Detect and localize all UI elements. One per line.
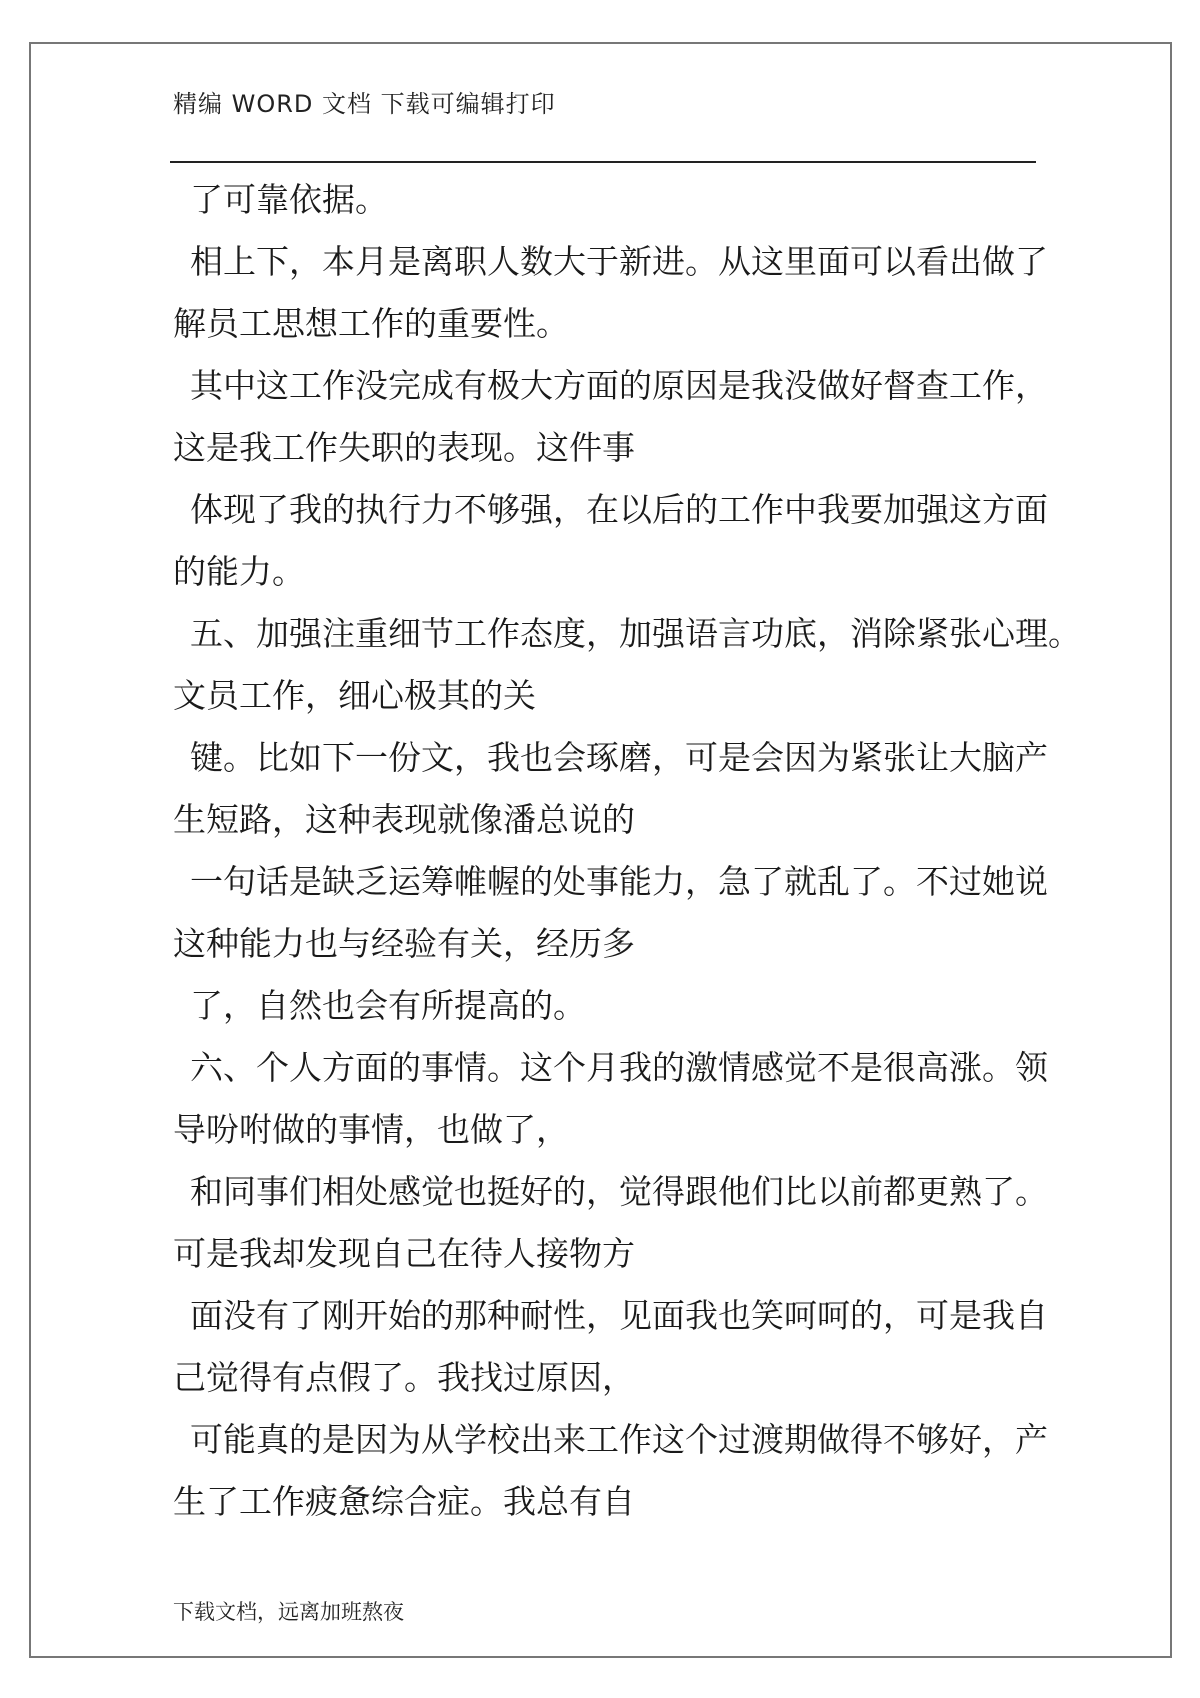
body-line: 的能力。 xyxy=(173,552,305,591)
body-line: 键。比如下一份文，我也会琢磨，可是会因为紧张让大脑产 xyxy=(190,738,1048,777)
body-line: 其中这工作没完成有极大方面的原因是我没做好督查工作， xyxy=(190,366,1048,405)
body-line: 导吩咐做的事情，也做了， xyxy=(173,1110,569,1149)
body-line: 这是我工作失职的表现。这件事 xyxy=(173,428,635,467)
body-line: 可能真的是因为从学校出来工作这个过渡期做得不够好，产 xyxy=(190,1420,1048,1459)
body-line: 和同事们相处感觉也挺好的，觉得跟他们比以前都更熟了。 xyxy=(190,1172,1048,1211)
body-line: 生短路，这种表现就像潘总说的 xyxy=(173,800,635,839)
body-line: 六、个人方面的事情。这个月我的激情感觉不是很高涨。领 xyxy=(190,1048,1048,1087)
body-line: 这种能力也与经验有关，经历多 xyxy=(173,924,635,963)
body-line: 解员工思想工作的重要性。 xyxy=(173,304,569,343)
body-line: 体现了我的执行力不够强，在以后的工作中我要加强这方面 xyxy=(190,490,1048,529)
body-line: 可是我却发现自己在待人接物方 xyxy=(173,1234,635,1273)
body-line: 一句话是缺乏运筹帷幄的处事能力，急了就乱了。不过她说 xyxy=(190,862,1048,901)
body-line: 五、加强注重细节工作态度，加强语言功底，消除紧张心理。 xyxy=(190,614,1081,653)
body-line: 相上下，本月是离职人数大于新进。从这里面可以看出做了 xyxy=(190,242,1048,281)
body-line: 了，自然也会有所提高的。 xyxy=(190,986,586,1025)
body-line: 文员工作，细心极其的关 xyxy=(173,676,536,715)
page-header: 精编 WORD 文档 下载可编辑打印 xyxy=(173,90,556,118)
page-footer: 下载文档，远离加班熬夜 xyxy=(173,1600,404,1624)
body-line: 了可靠依据。 xyxy=(190,180,388,219)
body-line: 生了工作疲惫综合症。我总有自 xyxy=(173,1482,635,1521)
body-line: 面没有了刚开始的那种耐性，见面我也笑呵呵的，可是我自 xyxy=(190,1296,1048,1335)
body-line: 己觉得有点假了。我找过原因， xyxy=(173,1358,635,1397)
